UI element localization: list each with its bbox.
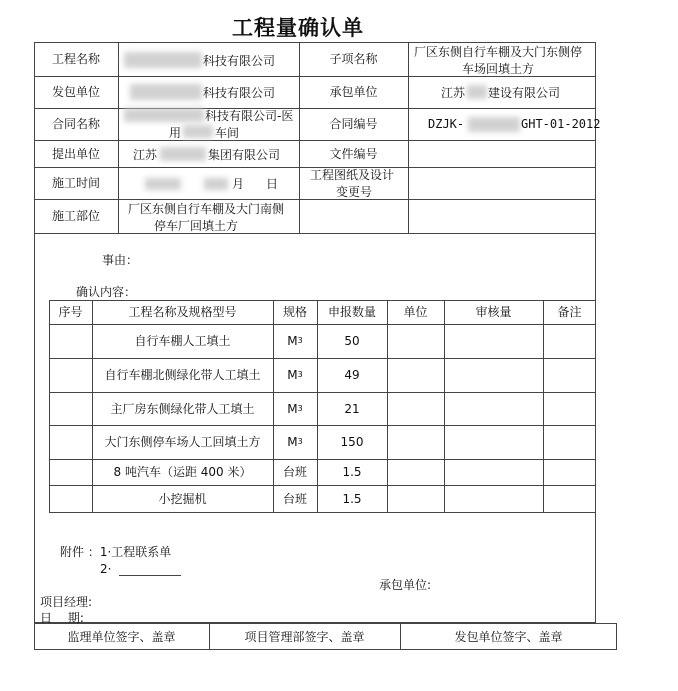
table-row-3-no (49, 392, 92, 425)
attachments-item2: 2· (100, 562, 112, 576)
redacted-block (145, 178, 181, 190)
table-row-4-qty: 150 (340, 435, 364, 449)
employer-value: 科技有限公司 (203, 86, 276, 100)
table-row-5-name: 8 吨汽车（运距 400 米） (113, 465, 252, 479)
table-row-6-qty: 1.5 (342, 492, 362, 506)
redacted-block (467, 85, 487, 99)
page-title: 工程量确认单 (232, 16, 364, 40)
date-label: 日 期: (40, 611, 84, 625)
project-name-label: 工程名称 (51, 52, 100, 66)
supervisor-sign: 监理单位签字、盖章 (67, 629, 176, 644)
table-row-5-note (543, 459, 596, 485)
sub-item-value-line2: 车场回填土方 (462, 62, 535, 76)
col-header-no: 序号 (58, 305, 83, 319)
redacted-block (124, 108, 204, 122)
contract-name-line2-b: 车间 (215, 126, 240, 140)
table-row-3-note (543, 392, 596, 425)
contractor-value-tail: 建设有限公司 (488, 86, 561, 100)
redacted-block (183, 125, 213, 138)
table-row-4-unit (387, 425, 444, 459)
redacted-block (124, 52, 202, 68)
file-no-label: 文件编号 (329, 146, 378, 161)
col-header-spec: 规格 (282, 305, 307, 319)
project-name-value: 科技有限公司 (203, 54, 276, 68)
employer-label: 发包单位 (51, 85, 100, 99)
table-row-4-spec: M 3 (287, 435, 303, 449)
col-header-unit: 单位 (403, 305, 428, 319)
location-line2: 停车厂回填土方 (154, 219, 239, 233)
table-row-3-qty: 21 (344, 401, 360, 416)
table-row-5-unit (387, 459, 444, 485)
table-row-5-no (49, 459, 92, 485)
contractor-sign-label: 承包单位: (379, 578, 432, 592)
project-manager-label: 项目经理: (40, 595, 93, 609)
redacted-block (204, 178, 228, 190)
table-row-2-note (543, 358, 596, 392)
reason-label: 事由： (102, 253, 139, 267)
drawing-value (408, 167, 596, 199)
table-row-4-audit (444, 425, 543, 459)
table-row-1-no (49, 324, 92, 358)
table-row-6-unit (387, 485, 444, 513)
contractor-value: 江苏 (441, 86, 466, 100)
table-row-5-audit (444, 459, 543, 485)
redacted-block (160, 147, 206, 161)
table-row-3-spec: M 3 (287, 401, 303, 416)
construction-time-label: 施工时间 (51, 176, 100, 190)
drawing-label-line1: 工程图纸及设计 (310, 168, 395, 182)
contract-no-suffix: GHT-01-2012 (521, 117, 601, 131)
table-row-1-qty: 50 (344, 334, 360, 348)
table-row-1-audit (444, 324, 543, 358)
construction-time-month: 月 (232, 177, 245, 191)
table-row-5-qty: 1.5 (342, 465, 362, 479)
table-row-1-spec: M 3 (287, 334, 303, 348)
location-label: 施工部位 (51, 209, 100, 223)
sub-item-value-line1: 厂区东侧自行车棚及大门东侧停 (414, 45, 583, 59)
location-line1: 厂区东侧自行车棚及大门南侧 (128, 202, 285, 216)
table-row-2-audit (444, 358, 543, 392)
attachments-label: 附件 ：1·工程联系单 (60, 545, 172, 559)
table-row-5-spec: 台班 (282, 465, 307, 479)
table-row-1-unit (387, 324, 444, 358)
table-row-1-note (543, 324, 596, 358)
file-no-value (408, 140, 596, 167)
contract-name-label: 合同名称 (51, 117, 100, 131)
contractor-label: 承包单位 (329, 85, 378, 99)
table-row-2-spec: M 3 (287, 368, 303, 382)
table-row-6-note (543, 485, 596, 513)
table-row-4-no (49, 425, 92, 459)
project-dept-sign: 项目管理部签字、盖章 (244, 629, 365, 644)
table-row-2-unit (387, 358, 444, 392)
employer-sign: 发包单位签字、盖章 (454, 629, 563, 644)
confirm-label: 确认内容： (76, 285, 137, 299)
table-row-6-spec: 台班 (282, 492, 307, 506)
col-header-qty: 申报数量 (327, 305, 376, 319)
submitter-value-a: 江苏 (133, 148, 158, 162)
contract-name-line1: 科技有限公司-医 (205, 109, 294, 123)
table-row-4-name: 大门东侧停车场人工回填土方 (104, 435, 261, 449)
redacted-block (468, 117, 520, 132)
col-header-note: 备注 (557, 305, 582, 319)
sub-item-label: 子项名称 (329, 52, 378, 66)
table-row-1-name: 自行车棚人工填土 (134, 334, 231, 348)
table-row-2-name: 自行车棚北侧绿化带人工填土 (104, 368, 261, 382)
table-row-6-name: 小挖掘机 (158, 492, 207, 506)
attachment-underline (119, 575, 181, 576)
table-row-3-unit (387, 392, 444, 425)
table-row-2-qty: 49 (344, 368, 360, 382)
submitter-label: 提出单位 (51, 146, 100, 161)
col-header-audit: 审核量 (475, 305, 512, 319)
table-row-2-no (49, 358, 92, 392)
table-row-4-note (543, 425, 596, 459)
drawing-label-line2: 变更号 (336, 185, 373, 199)
table-row-3-audit (444, 392, 543, 425)
contract-no-prefix: DZJK- (428, 117, 465, 131)
table-row-3-name: 主厂房东侧绿化带人工填土 (110, 401, 255, 416)
col-header-name: 工程名称及规格型号 (128, 305, 237, 319)
submitter-value-b: 集团有限公司 (208, 148, 281, 162)
contract-no-label: 合同编号 (329, 117, 378, 131)
table-row-6-audit (444, 485, 543, 513)
redacted-block (130, 84, 202, 100)
table-row-6-no (49, 485, 92, 513)
contract-name-line2-a: 用 (169, 126, 182, 140)
construction-time-day: 日 (266, 177, 279, 191)
